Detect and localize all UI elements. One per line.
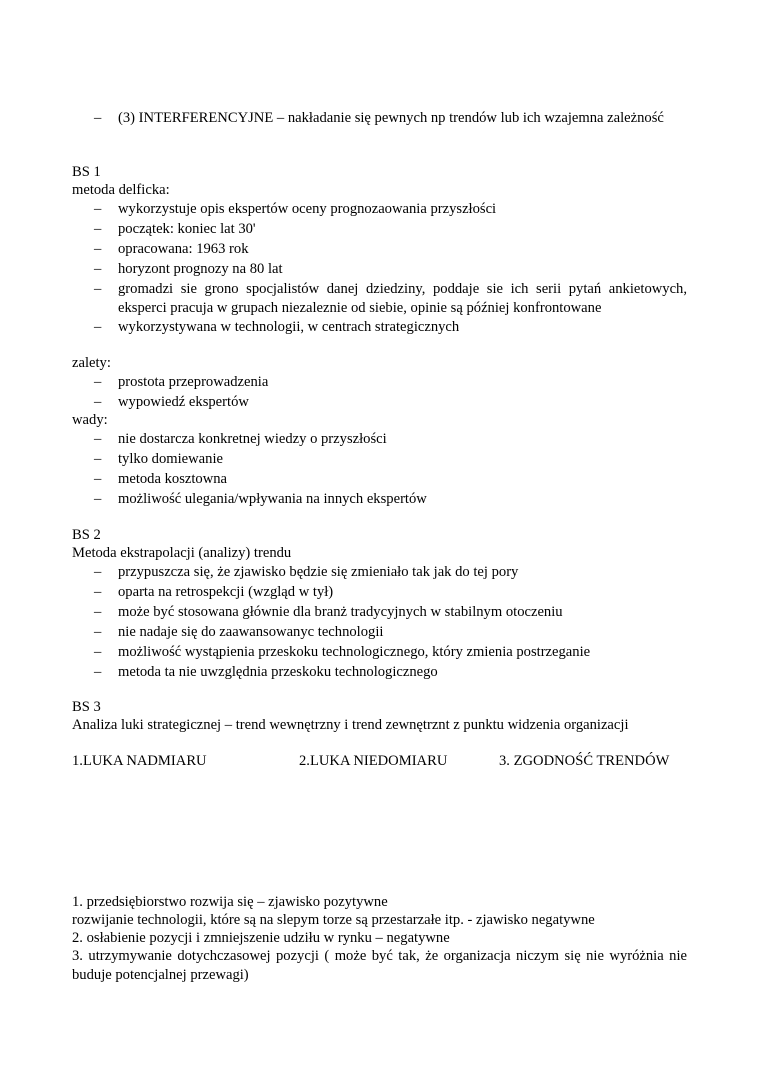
- bs3-heading: BS 3: [72, 699, 101, 715]
- bullet-dash: –: [94, 110, 102, 126]
- note-line-4: 3. utrzymywanie dotychczasowej pozycji ( może być tak, że organizacja niczym się nie wyróżnia nie buduje potencjalnej przewagi): [72, 948, 687, 983]
- bs2-title: Metoda ekstrapolacji (analizy) trendu: [72, 545, 292, 561]
- bs1-heading: BS 1: [72, 164, 101, 180]
- bullet-dash: –: [94, 564, 102, 580]
- list-item-text: nie dostarcza konkretnej wiedzy o przyszłości: [118, 431, 387, 447]
- gap-column-2: 2.LUKA NIEDOMIARU: [299, 753, 448, 769]
- list-item-text: opracowana: 1963 rok: [118, 241, 249, 257]
- gap-column-3: 3. ZGODNOŚĆ TRENDÓW: [499, 753, 670, 769]
- list-item-text: horyzont prognozy na 80 lat: [118, 261, 283, 277]
- list-item-text: nie nadaje się do zaawansowanyc technologii: [118, 624, 384, 640]
- bullet-dash: –: [94, 471, 102, 487]
- list-item-text: prostota przeprowadzenia: [118, 374, 269, 390]
- list-item-text: metoda ta nie uwzględnia przeskoku technologicznego: [118, 664, 438, 680]
- bullet-dash: –: [94, 604, 102, 620]
- list-item-text: początek: koniec lat 30': [118, 221, 256, 237]
- bullet-dash: –: [94, 644, 102, 660]
- bullet-dash: –: [94, 491, 102, 507]
- intro-item-text: (3) INTERFERENCYJNE – nakładanie się pewnych np trendów lub ich wzajemna zależność: [118, 110, 664, 126]
- note-line-2: rozwijanie technologii, które są na slepym torze są przestarzałe itp. - zjawisko negatywne: [72, 912, 595, 928]
- note-line-3: 2. osłabienie pozycji i zmniejszenie udziłu w rynku – negatywne: [72, 930, 450, 946]
- gap-column-1: 1.LUKA NADMIARU: [72, 753, 207, 769]
- list-item-text: oparta na retrospekcji (wzgląd w tył): [118, 584, 334, 600]
- bs3-title: Analiza luki strategicznej – trend wewnętrzny i trend zewnętrznt z punktu widzenia organizacji: [72, 717, 629, 733]
- list-item-text: metoda kosztowna: [118, 471, 228, 487]
- bullet-dash: –: [94, 221, 102, 237]
- bullet-dash: –: [94, 394, 102, 410]
- bullet-dash: –: [94, 319, 102, 335]
- bullet-dash: –: [94, 431, 102, 447]
- note-line-1: 1. przedsiębiorstwo rozwija się – zjawisko pozytywne: [72, 894, 388, 910]
- list-item-text: możliwość wystąpienia przeskoku technologicznego, który zmienia postrzeganie: [118, 644, 591, 660]
- list-item-text: przypuszcza się, że zjawisko będzie się zmieniało tak jak do tej pory: [118, 564, 519, 580]
- list-item-text: wykorzystuje opis ekspertów oceny prognozaowania przyszłości: [118, 201, 497, 217]
- bullet-dash: –: [94, 451, 102, 467]
- list-item-text: tylko domiewanie: [118, 451, 223, 467]
- bullet-dash: –: [94, 374, 102, 390]
- list-item-text: gromadzi sie grono spocjalistów danej dziedziny, poddaje sie ich serii pytań ankietowych, eksperci pracuja w grupach niezaleznie od siebie, opinie są później konfrontowane: [118, 281, 687, 316]
- bullet-dash: –: [94, 664, 102, 680]
- bullet-dash: –: [94, 584, 102, 600]
- list-item-text: wykorzystywana w technologii, w centrach strategicznych: [118, 319, 460, 335]
- bs2-heading: BS 2: [72, 527, 101, 543]
- bullet-dash: –: [94, 624, 102, 640]
- pros-label: zalety:: [72, 355, 111, 371]
- list-item-text: możliwość ulegania/wpływania na innych ekspertów: [118, 491, 427, 507]
- bullet-dash: –: [94, 201, 102, 217]
- list-item-text: wypowiedź ekspertów: [118, 394, 249, 410]
- bullet-dash: –: [94, 241, 102, 257]
- bs1-title: metoda delficka:: [72, 182, 170, 198]
- bullet-dash: –: [94, 281, 102, 297]
- list-item-text: może być stosowana głównie dla branż tradycyjnych w stabilnym otoczeniu: [118, 604, 563, 620]
- bullet-dash: –: [94, 261, 102, 277]
- cons-label: wady:: [72, 412, 108, 428]
